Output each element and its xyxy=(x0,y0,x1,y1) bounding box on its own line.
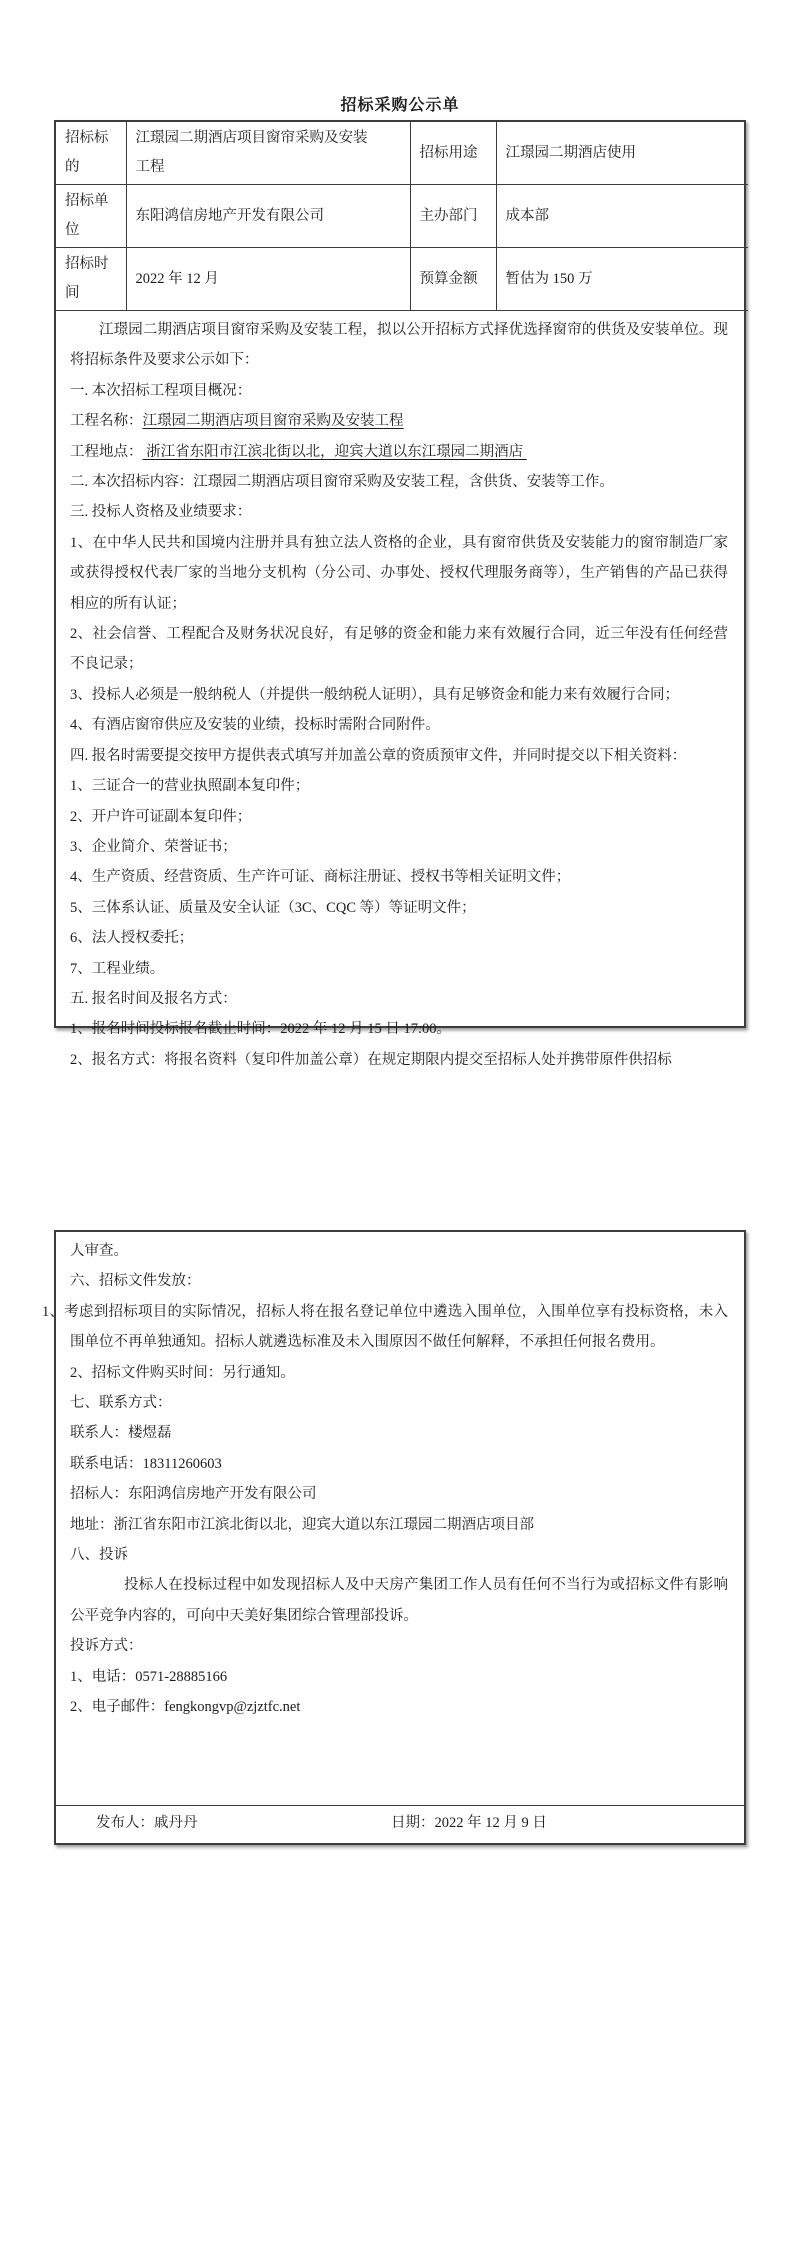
paragraph xyxy=(70,954,728,984)
document-title: 招标采购公示单 xyxy=(340,97,460,114)
paragraph xyxy=(70,406,728,436)
paragraph xyxy=(70,802,728,832)
text-segment: 1、三证合一的营业执照副本复印件； xyxy=(70,778,310,795)
paragraph xyxy=(70,376,728,406)
paragraph xyxy=(70,315,728,376)
cell-text: 江璟园二期酒店使用 xyxy=(505,144,636,161)
info-table xyxy=(56,122,748,311)
text-segment: 联系人：楼煜磊 xyxy=(70,1425,172,1442)
paragraph xyxy=(70,1510,728,1540)
text-segment: 工程名称： xyxy=(70,413,143,430)
text-segment: 联系电话：18311260603 xyxy=(70,1455,222,1472)
text-segment: 投标人在投标过程中如发现招标人及中天房产集团工作人员有任何不当行为或招标文件有影响公平竞争内容的，可向中天美好集团综合管理部投诉。 xyxy=(70,1577,728,1624)
paragraph xyxy=(70,1662,728,1692)
page-2-sheet xyxy=(42,1230,746,1845)
paragraph xyxy=(70,1388,728,1418)
text-segment: 一. 本次招标工程项目概况： xyxy=(70,382,252,399)
cell-text: 预算金额 xyxy=(419,270,478,287)
paragraph xyxy=(42,1297,728,1358)
paragraph xyxy=(70,1631,728,1661)
text-segment: 7、工程业绩。 xyxy=(70,960,165,977)
publisher: 发布人：戚丹丹 xyxy=(96,1815,198,1831)
field-value xyxy=(126,185,410,248)
paragraph xyxy=(70,1014,728,1044)
paragraph xyxy=(70,741,728,771)
text-segment: 1、考虑到招标项目的实际情况，招标人将在报名登记单位中遴选入围单位，入围单位享有投标资格，未入围单位不再单独通知。招标人就遴选标准及未入围原因不做任何解释，不承担任何报名费用。 xyxy=(42,1303,728,1351)
cell-text: 招标单位 xyxy=(65,193,109,238)
paragraph xyxy=(70,1236,728,1266)
field-label xyxy=(410,248,496,311)
underlined-value: 浙江省东阳市江滨北街以北，迎宾大道以东江璟园二期酒店 xyxy=(142,443,527,460)
paragraph xyxy=(70,1045,728,1075)
field-label xyxy=(410,122,496,185)
cell-text: 江璟园二期酒店项目窗帘采购及安装工程 xyxy=(135,130,368,175)
paragraph xyxy=(70,984,728,1014)
paragraph xyxy=(70,1540,728,1570)
paragraph xyxy=(70,771,728,801)
text-segment: 四. 报名时需要提交按甲方提供表式填写并加盖公章的资质预审文件，并同时提交以下相关资料： xyxy=(70,747,687,764)
table-row xyxy=(56,185,748,248)
text-segment: 5、三体系认证、质量及安全认证（3C、CQC 等）等证明文件； xyxy=(70,899,476,916)
paragraph xyxy=(70,1479,728,1509)
text-segment: 2、社会信誉、工程配合及财务状况良好，有足够的资金和能力来有效履行合同，近三年没有任何经营不良记录； xyxy=(70,626,728,673)
paragraph xyxy=(70,528,728,619)
field-value xyxy=(496,248,748,311)
footer-row xyxy=(56,1805,744,1843)
info-table-body xyxy=(56,122,748,311)
text-segment: 江璟园二期酒店项目窗帘采购及安装工程，拟以公开招标方式择优选择窗帘的供货及安装单位。现将招标条件及要求公示如下： xyxy=(70,322,728,369)
text-segment: 地址：浙江省东阳市江滨北街以北，迎宾大道以东江璟园二期酒店项目部 xyxy=(70,1516,534,1533)
text-segment: 1、在中华人民共和国境内注册并具有独立法人资格的企业，具有窗帘供货及安装能力的窗帘制造厂家或获得授权代表厂家的当地分支机构（分公司、办事处、授权代理服务商等），生产销售的产品已获得相应的所有认证； xyxy=(70,534,728,612)
field-value xyxy=(126,248,410,311)
field-value xyxy=(126,122,410,185)
cell-text: 东阳鸿信房地产开发有限公司 xyxy=(135,207,324,224)
field-label xyxy=(56,122,126,185)
field-label xyxy=(410,185,496,248)
paragraph xyxy=(70,1266,728,1296)
paragraph xyxy=(70,893,728,923)
text-segment: 八、投诉 xyxy=(70,1547,128,1564)
field-label xyxy=(56,248,126,311)
text-segment: 三. 投标人资格及业绩要求： xyxy=(70,504,252,521)
paragraph xyxy=(70,1692,728,1722)
text-segment: 工程地点： xyxy=(70,443,143,460)
cell-text: 招标用途 xyxy=(419,144,478,161)
text-segment: 七、联系方式： xyxy=(70,1395,172,1412)
cell-text: 成本部 xyxy=(505,207,549,224)
text-segment: 招标人：东阳鸿信房地产开发有限公司 xyxy=(70,1486,317,1503)
text-segment: 投诉方式： xyxy=(70,1638,143,1655)
field-label xyxy=(56,185,126,248)
text-segment: 3、企业简介、荣誉证书； xyxy=(70,838,237,855)
text-segment: 五. 报名时间及报名方式： xyxy=(70,990,237,1007)
table-row xyxy=(56,122,748,185)
page-2-body xyxy=(42,1232,744,1805)
text-segment: 2、电子邮件：fengkongvp@zjztfc.net xyxy=(70,1699,301,1716)
cell-text: 招标标的 xyxy=(65,130,109,175)
table-row xyxy=(56,248,748,311)
text-segment: 2、开户许可证副本复印件； xyxy=(70,808,252,825)
paragraph xyxy=(70,1570,728,1631)
paragraph xyxy=(70,1358,728,1388)
text-segment: 1、报名时间投标报名截止时间：2022 年 12 月 15 日 17:00。 xyxy=(70,1021,452,1038)
cell-text: 暂估为 150 万 xyxy=(505,270,593,287)
paragraph xyxy=(70,467,728,497)
cell-text: 招标时间 xyxy=(65,256,109,301)
underlined-value: 江璟园二期酒店项目窗帘采购及安装工程 xyxy=(142,413,404,430)
paragraph xyxy=(70,710,728,740)
paragraph xyxy=(70,862,728,892)
text-segment: 4、生产资质、经营资质、生产许可证、商标注册证、授权书等相关证明文件； xyxy=(70,869,571,886)
text-segment: 2、报名方式：将报名资料（复印件加盖公章）在规定期限内提交至招标人处并携带原件供招标 xyxy=(70,1051,672,1068)
paragraph xyxy=(70,437,728,467)
paragraph xyxy=(70,1418,728,1448)
paragraph xyxy=(70,680,728,710)
paragraph xyxy=(70,619,728,680)
text-segment: 二. 本次招标内容：江璟园二期酒店项目窗帘采购及安装工程，含供货、安装等工作。 xyxy=(70,474,614,491)
paragraph xyxy=(70,497,728,527)
text-segment: 6、法人授权委托； xyxy=(70,930,194,947)
text-segment: 人审查。 xyxy=(70,1243,128,1259)
text-segment: 4、有酒店窗帘供应及安装的业绩，投标时需附合同附件。 xyxy=(70,717,440,734)
publish-date: 日期：2022 年 12 月 9 日 xyxy=(391,1815,547,1831)
paragraph xyxy=(70,832,728,862)
page-1-sheet xyxy=(54,120,746,1068)
text-segment: 3、投标人必须是一般纳税人（并提供一般纳税人证明），具有足够资金和能力来有效履行合同； xyxy=(70,686,679,703)
paragraph xyxy=(70,923,728,953)
text-segment: 六、招标文件发放： xyxy=(70,1273,201,1290)
text-segment: 2、招标文件购买时间：另行通知。 xyxy=(70,1364,295,1381)
field-value xyxy=(496,185,748,248)
cell-text: 主办部门 xyxy=(419,207,478,224)
paragraph xyxy=(70,1449,728,1479)
cell-text: 2022 年 12 月 xyxy=(135,270,219,287)
text-segment: 1、电话：0571-28885166 xyxy=(70,1668,228,1685)
field-value xyxy=(496,122,748,185)
page-1-body xyxy=(56,311,744,1075)
